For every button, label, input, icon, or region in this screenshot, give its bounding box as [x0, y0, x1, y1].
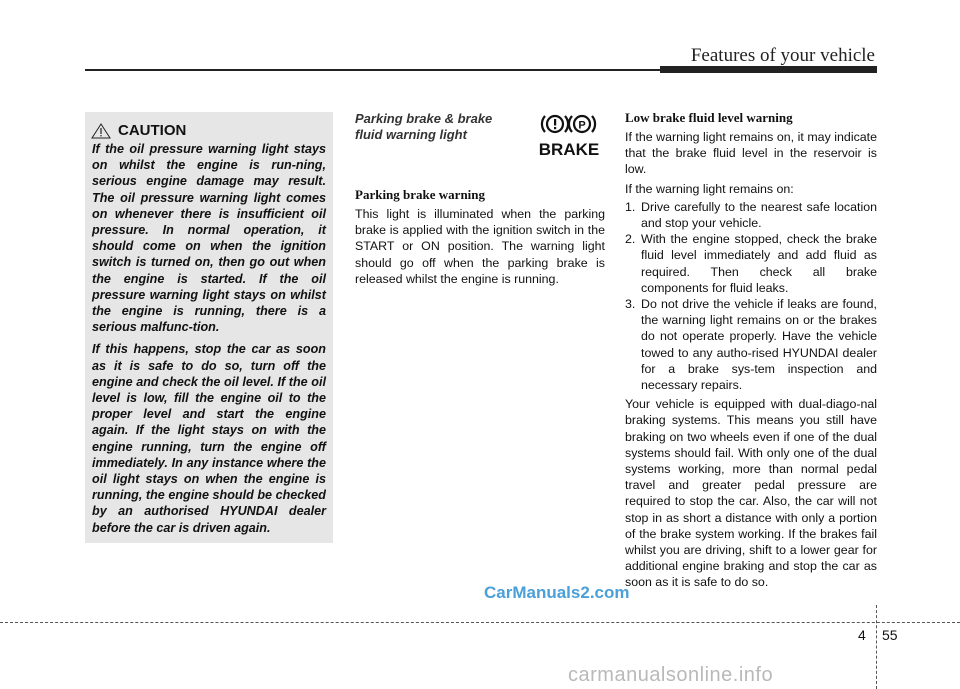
- brake-fluid-section: [625, 110, 877, 591]
- watermark-link[interactable]: CarManuals2.com: [484, 583, 630, 602]
- caution-box: [85, 112, 333, 543]
- caution-paragraph: If the oil pressure warning light stays on whilst the engine is run-ning, serious engine damage may result. The oil pressure warning light comes on whenever there is insufficient oil pressure. In normal operation, it should come on when the ignition switch is turned on, then go out when the engine is started. If the oil pressure warning light stays on whilst the engine is running, there is a serious malfunc-tion.: [92, 142, 326, 335]
- list-item: [625, 199, 877, 231]
- chapter-number: 4: [858, 627, 866, 643]
- caution-paragraph: If this happens, stop the car as soon as it is safe to do so, turn off the engine and check the oil level. If the oil level is low, fill the engine oil to the proper level and start the engine again. If the light stays on with the engine running, turn the engine off immediately. In any instance where the oil light stays on when the engine is running, the engine should be checked by an authorised HYUNDAI dealer before the car is driven again.: [92, 342, 326, 535]
- svg-text:P: P: [578, 119, 586, 132]
- body-text: If the warning light remains on:: [625, 181, 794, 196]
- parking-brake-section: [355, 111, 605, 287]
- step-text: Drive carefully to the nearest safe location and stop your vehicle.: [641, 199, 877, 231]
- page-number: 55: [882, 627, 898, 643]
- header-rule: [85, 69, 660, 71]
- step-list: [625, 199, 877, 393]
- list-item: [625, 231, 877, 296]
- step-number: 3.: [625, 297, 636, 312]
- site-watermark: carmanualsonline.info: [568, 664, 774, 686]
- body-text: This light is illuminated when the parking brake is applied with the ignition switch in the START or ON position. The warning light should go off when the parking brake is released whilst the engine is running.: [355, 207, 605, 286]
- body-text: Your vehicle is equipped with dual-diago-nal braking systems. This means you still have braking on two wheels even if one of the dual systems should fail. With only one of the dual systems working, more than normal pedal travel and greater pedal pressure are required to stop the car. Also, the car will not stop in as short a distance with only a portion of the brake system working. If the brakes fail whilst you are driving, shift to a lower gear for additional engine braking and stop the car as soon as it is safe to do so.: [625, 397, 877, 590]
- step-number: 1.: [625, 199, 636, 214]
- warning-triangle-icon: [91, 123, 111, 139]
- step-number: 2.: [625, 232, 636, 247]
- caution-title: CAUTION: [118, 122, 187, 139]
- step-text: Do not drive the vehicle if leaks are found, the warning light remains on or the brakes do not operate properly. Have the vehicle towed to any autho-rised HYUNDAI dealer for a brake sys-tem inspection and necessary repairs.: [641, 297, 877, 393]
- caution-body: [92, 141, 326, 542]
- page-header-title: Features of your vehicle: [690, 45, 875, 66]
- subheading: Parking brake warning: [355, 187, 486, 202]
- subheading: Low brake fluid level warning: [625, 110, 793, 125]
- footer-rule: [0, 622, 960, 623]
- list-item: [625, 296, 877, 393]
- body-text: If the warning light remains on, it may indicate that the brake fluid level in the reservoir is low.: [625, 130, 877, 177]
- brake-warning-icon: [538, 111, 602, 159]
- caution-header: [91, 122, 186, 139]
- step-text: With the engine stopped, check the brake fluid level immediately and add fluid as required. Then check all brake components for fluid leaks.: [641, 232, 877, 295]
- section-title: Parking brake & brake fluid warning light: [355, 111, 493, 142]
- header-bar: [660, 66, 877, 73]
- svg-text:BRAKE: BRAKE: [538, 140, 600, 159]
- footer-divider: [876, 605, 877, 689]
